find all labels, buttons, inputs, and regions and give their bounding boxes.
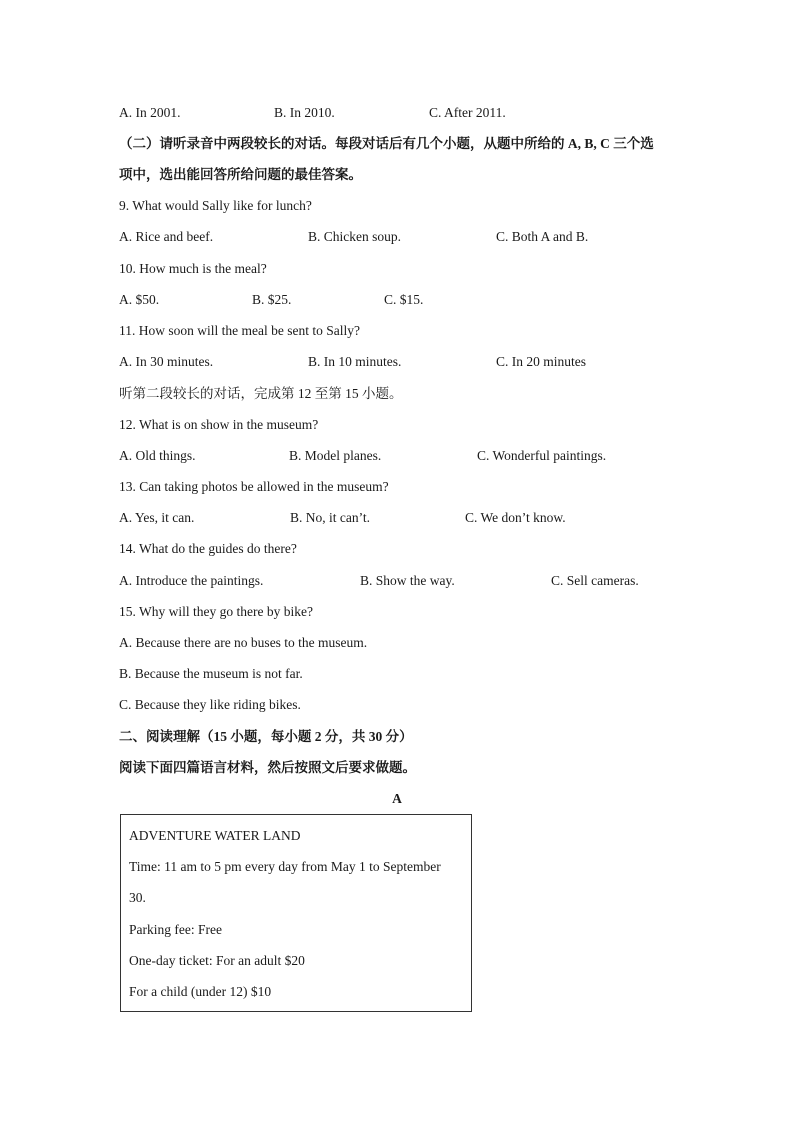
q12-options bbox=[119, 447, 719, 465]
notice-parking: Parking fee: Free bbox=[129, 922, 222, 937]
q15-option-a: A. Because there are no buses to the museum. bbox=[119, 635, 368, 650]
q9-option-a: A. Rice and beef. bbox=[119, 229, 214, 244]
q12-option-a: A. Old things. bbox=[119, 448, 196, 463]
notice-time-line2: 30. bbox=[129, 890, 146, 905]
q13-option-a: A. Yes, it can. bbox=[119, 510, 195, 525]
part2-title: 二、阅读理解（15 小题，每小题 2 分，共 30 分） bbox=[119, 729, 413, 744]
q11-option-a: A. In 30 minutes. bbox=[119, 354, 214, 369]
question-10: 10. How much is the meal? bbox=[119, 261, 267, 276]
q11-option-c: C. In 20 minutes bbox=[496, 354, 586, 369]
dialogue2-intro: 听第二段较长的对话，完成第 12 至第 15 小题。 bbox=[119, 386, 403, 401]
q9-option-b: B. Chicken soup. bbox=[308, 229, 401, 244]
notice-title: ADVENTURE WATER LAND bbox=[129, 828, 301, 843]
notice-ticket-adult: One-day ticket: For an adult $20 bbox=[129, 953, 305, 968]
q10-option-a: A. $50. bbox=[119, 292, 160, 307]
q12-option-c: C. Wonderful paintings. bbox=[477, 448, 607, 463]
q14-option-b: B. Show the way. bbox=[360, 573, 455, 588]
q8-option-b: B. In 2010. bbox=[274, 105, 335, 120]
question-11: 11. How soon will the meal be sent to Sally? bbox=[119, 323, 360, 338]
q9-options bbox=[119, 228, 719, 246]
part2-instruction: 阅读下面四篇语言材料，然后按照文后要求做题。 bbox=[119, 760, 416, 775]
q13-options bbox=[119, 509, 719, 527]
q8-option-a: A. In 2001. bbox=[119, 105, 181, 120]
q14-options bbox=[119, 572, 719, 590]
q11-options bbox=[119, 353, 719, 371]
notice-ticket-child: For a child (under 12) $10 bbox=[129, 984, 272, 999]
q13-option-b: B. No, it can’t. bbox=[290, 510, 370, 525]
q12-option-b: B. Model planes. bbox=[289, 448, 382, 463]
section2-instruction-line2: 项中，选出能回答所给问题的最佳答案。 bbox=[119, 167, 362, 182]
q14-option-a: A. Introduce the paintings. bbox=[119, 573, 264, 588]
notice-box bbox=[120, 814, 472, 1012]
q10-option-c: C. $15. bbox=[384, 292, 424, 307]
q10-option-b: B. $25. bbox=[252, 292, 292, 307]
question-9: 9. What would Sally like for lunch? bbox=[119, 198, 312, 213]
question-14: 14. What do the guides do there? bbox=[119, 541, 297, 556]
q10-options bbox=[119, 291, 719, 309]
q8-option-c: C. After 2011. bbox=[429, 105, 506, 120]
q9-option-c: C. Both A and B. bbox=[496, 229, 589, 244]
question-12: 12. What is on show in the museum? bbox=[119, 417, 319, 432]
passage-label: A bbox=[392, 791, 402, 806]
q11-option-b: B. In 10 minutes. bbox=[308, 354, 402, 369]
q15-option-c: C. Because they like riding bikes. bbox=[119, 697, 301, 712]
q14-option-c: C. Sell cameras. bbox=[551, 573, 639, 588]
q13-option-c: C. We don’t know. bbox=[465, 510, 566, 525]
q15-option-b: B. Because the museum is not far. bbox=[119, 666, 303, 681]
notice-time-line1: Time: 11 am to 5 pm every day from May 1 to September bbox=[129, 859, 441, 874]
section2-instruction-line1: （二）请听录音中两段较长的对话。每段对话后有几个小题，从题中所给的 A, B, C 三个选 bbox=[119, 136, 654, 151]
q8-options bbox=[119, 104, 719, 122]
question-15: 15. Why will they go there by bike? bbox=[119, 604, 313, 619]
question-13: 13. Can taking photos be allowed in the museum? bbox=[119, 479, 389, 494]
